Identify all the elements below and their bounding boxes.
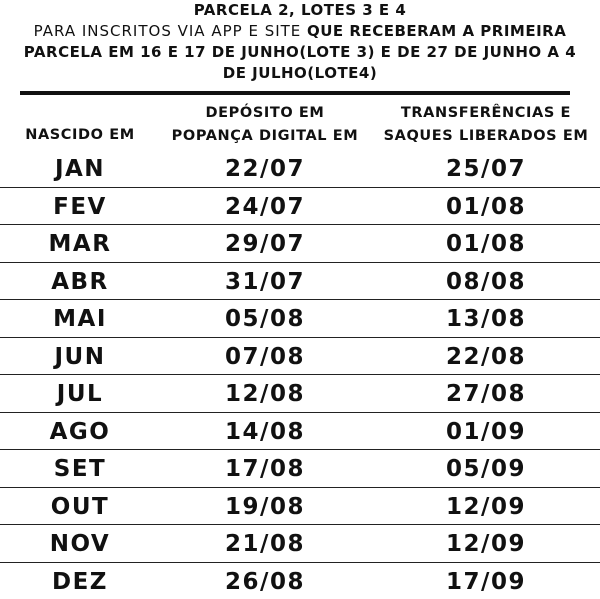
table-row bbox=[0, 338, 600, 376]
column-header-deposit: DEPÓSITO EM POPANÇA DIGITAL EM bbox=[160, 102, 370, 148]
transfer-date-cell: 25/07 bbox=[372, 152, 600, 186]
transfer-date-cell: 13/08 bbox=[372, 302, 600, 336]
month-cell: DEZ bbox=[10, 565, 150, 599]
column-header-transfers: TRANSFERÊNCIAS E SAQUES LIBERADOS EM bbox=[372, 102, 600, 148]
table-row bbox=[0, 225, 600, 263]
transfer-date-cell: 01/08 bbox=[372, 227, 600, 261]
table-row bbox=[0, 263, 600, 301]
month-cell: FEV bbox=[10, 190, 150, 224]
column-header-born: NASCIDO EM bbox=[10, 124, 150, 147]
table-row bbox=[0, 300, 600, 338]
deposit-date-cell: 31/07 bbox=[160, 265, 370, 299]
month-cell: MAI bbox=[10, 302, 150, 336]
deposit-date-cell: 26/08 bbox=[160, 565, 370, 599]
intro-text bbox=[0, 21, 600, 84]
month-cell: ABR bbox=[10, 265, 150, 299]
month-cell: JUL bbox=[10, 377, 150, 411]
table-row bbox=[0, 375, 600, 413]
transfer-date-cell: 22/08 bbox=[372, 340, 600, 374]
transfer-date-cell: 27/08 bbox=[372, 377, 600, 411]
table-row bbox=[0, 563, 600, 599]
deposit-date-cell: 24/07 bbox=[160, 190, 370, 224]
table-row bbox=[0, 525, 600, 563]
intro-light-text: PARA INSCRITOS VIA APP E SITE bbox=[34, 22, 302, 40]
header bbox=[0, 0, 600, 84]
intro-bold-text: QUE RECEBERAM A PRIMEIRA PARCELA EM 16 E 17 DE JUNHO(LOTE 3) E DE 27 DE JUNHO A 4 DE JULHO(LOTE4) bbox=[24, 22, 576, 82]
transfer-date-cell: 08/08 bbox=[372, 265, 600, 299]
month-cell: SET bbox=[10, 452, 150, 486]
header-divider bbox=[20, 91, 570, 95]
transfer-date-cell: 17/09 bbox=[372, 565, 600, 599]
deposit-date-cell: 22/07 bbox=[160, 152, 370, 186]
page-title: PARCELA 2, LOTES 3 E 4 bbox=[0, 0, 600, 21]
transfer-date-cell: 12/09 bbox=[372, 490, 600, 524]
deposit-date-cell: 07/08 bbox=[160, 340, 370, 374]
deposit-date-cell: 19/08 bbox=[160, 490, 370, 524]
transfer-date-cell: 01/09 bbox=[372, 415, 600, 449]
transfer-date-cell: 05/09 bbox=[372, 452, 600, 486]
transfer-date-cell: 12/09 bbox=[372, 527, 600, 561]
table-row bbox=[0, 188, 600, 226]
table-row bbox=[0, 413, 600, 451]
deposit-date-cell: 14/08 bbox=[160, 415, 370, 449]
month-cell: OUT bbox=[10, 490, 150, 524]
deposit-date-cell: 12/08 bbox=[160, 377, 370, 411]
deposit-date-cell: 29/07 bbox=[160, 227, 370, 261]
transfer-date-cell: 01/08 bbox=[372, 190, 600, 224]
deposit-date-cell: 21/08 bbox=[160, 527, 370, 561]
table-row bbox=[0, 150, 600, 188]
month-cell: NOV bbox=[10, 527, 150, 561]
deposit-date-cell: 05/08 bbox=[160, 302, 370, 336]
month-cell: MAR bbox=[10, 227, 150, 261]
month-cell: JUN bbox=[10, 340, 150, 374]
deposit-date-cell: 17/08 bbox=[160, 452, 370, 486]
month-cell: JAN bbox=[10, 152, 150, 186]
table-row bbox=[0, 488, 600, 526]
table-row bbox=[0, 450, 600, 488]
month-cell: AGO bbox=[10, 415, 150, 449]
schedule-table bbox=[0, 150, 600, 599]
